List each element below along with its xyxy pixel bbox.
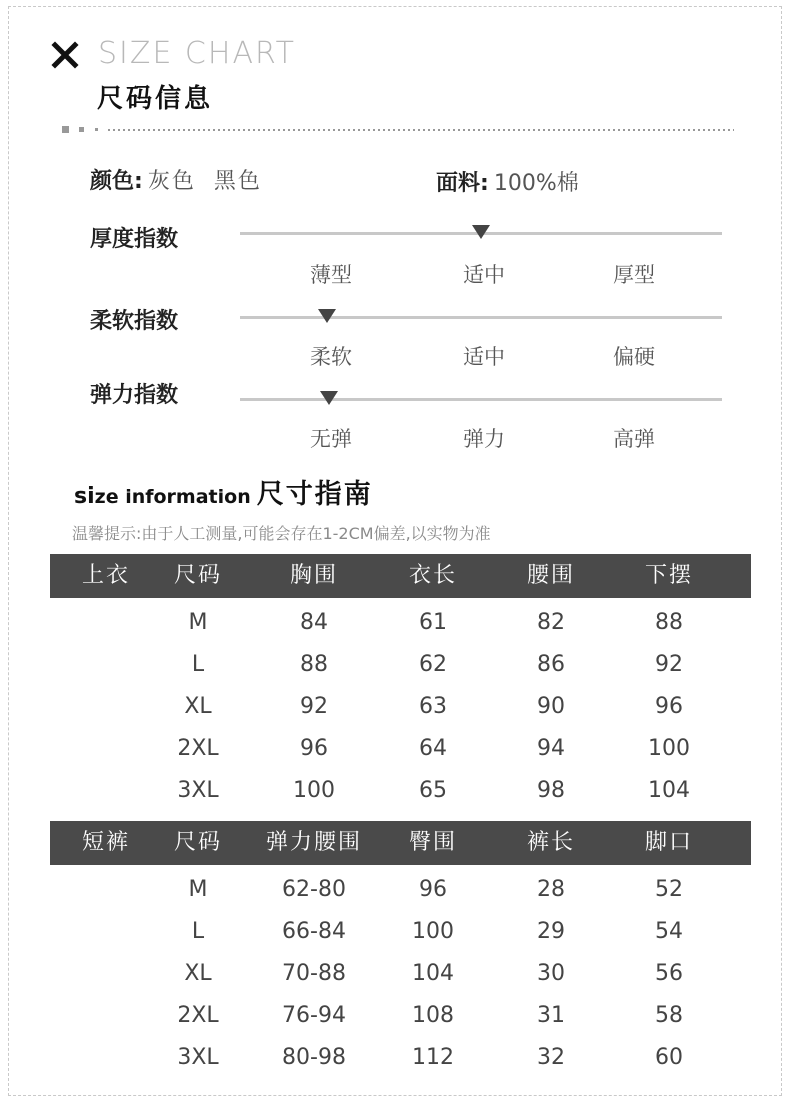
table-header-cell: 脚口 <box>644 830 694 855</box>
index-scale-track <box>240 316 722 319</box>
table-cell: 104 <box>412 961 454 986</box>
index-option: 无弹 <box>310 427 352 451</box>
table-cell: 62-80 <box>282 877 346 902</box>
table-header-cell: 胸围 <box>289 563 339 588</box>
table-cell: 2XL <box>177 1003 219 1028</box>
table-cell: 31 <box>537 1003 565 1028</box>
size-info-title-cn: 尺寸指南 <box>256 479 373 510</box>
table-cell: 96 <box>419 877 447 902</box>
table-cell: 2XL <box>177 736 219 761</box>
table-cell: 100 <box>412 919 454 944</box>
color-row <box>90 164 262 195</box>
table-cell: 88 <box>300 652 328 677</box>
table-cell: 56 <box>655 961 683 986</box>
index-option: 厚型 <box>613 263 655 287</box>
size-info-title <box>74 472 373 511</box>
table-cell: XL <box>184 961 212 986</box>
table-cell: 30 <box>537 961 565 986</box>
table-cell: 92 <box>300 694 328 719</box>
table-cell: 108 <box>412 1003 454 1028</box>
table-header-cell: 尺码 <box>173 563 223 588</box>
table-cell: 92 <box>655 652 683 677</box>
color-label: 颜色: <box>90 169 143 194</box>
top-size-table-header <box>50 554 751 598</box>
table-header-cell: 弹力腰围 <box>265 830 363 855</box>
shorts-size-table-header <box>50 821 751 865</box>
table-cell: L <box>191 652 205 677</box>
dotted-divider <box>62 126 734 134</box>
table-cell: 90 <box>537 694 565 719</box>
size-info-title-en-first: si <box>74 484 95 509</box>
table-cell: 61 <box>419 610 447 635</box>
table-cell: 54 <box>655 919 683 944</box>
index-option: 偏硬 <box>613 345 655 369</box>
table-cell: 62 <box>419 652 447 677</box>
table-cell: 80-98 <box>282 1045 346 1070</box>
index-label: 柔软指数 <box>90 309 179 334</box>
table-cell: 84 <box>300 610 328 635</box>
color-value: 灰色 黑色 <box>147 169 262 194</box>
table-cell: 112 <box>412 1045 454 1070</box>
table-cell: 65 <box>419 778 447 803</box>
table-cell: 100 <box>648 736 690 761</box>
close-icon <box>50 40 80 70</box>
table-cell: M <box>188 877 208 902</box>
table-cell: L <box>191 919 205 944</box>
index-option: 柔软 <box>310 345 352 369</box>
table-cell: 86 <box>537 652 565 677</box>
index-option: 高弹 <box>613 427 655 451</box>
table-cell: 58 <box>655 1003 683 1028</box>
table-cell: 82 <box>537 610 565 635</box>
index-scale-track <box>240 398 722 401</box>
table-header-cell: 尺码 <box>173 830 223 855</box>
table-cell: 66-84 <box>282 919 346 944</box>
table-cell: 104 <box>648 778 690 803</box>
table-header-cell: 裤长 <box>526 830 576 855</box>
table-cell: 96 <box>300 736 328 761</box>
table-header-cell: 衣长 <box>408 563 458 588</box>
table-cell: 96 <box>655 694 683 719</box>
table-cell: 3XL <box>177 1045 219 1070</box>
page-title-en: SIZE CHART <box>98 36 296 71</box>
table-cell: 98 <box>537 778 565 803</box>
table-cell: 70-88 <box>282 961 346 986</box>
table-cell: 32 <box>537 1045 565 1070</box>
index-option: 薄型 <box>310 263 352 287</box>
table-cell: 28 <box>537 877 565 902</box>
table-cell: 3XL <box>177 778 219 803</box>
index-option: 弹力 <box>463 427 505 451</box>
table-header-cell: 短裤 <box>81 830 131 855</box>
page-title-cn: 尺码信息 <box>97 84 214 114</box>
table-header-cell: 上衣 <box>81 563 131 588</box>
table-header-cell: 下摆 <box>644 563 694 588</box>
table-header-cell: 腰围 <box>526 563 576 588</box>
table-cell: 76-94 <box>282 1003 346 1028</box>
index-option: 适中 <box>463 345 505 369</box>
table-header-cell: 臀围 <box>408 830 458 855</box>
table-cell: 88 <box>655 610 683 635</box>
index-marker-icon <box>472 225 490 239</box>
table-cell: 29 <box>537 919 565 944</box>
table-cell: 60 <box>655 1045 683 1070</box>
fabric-row <box>436 166 579 197</box>
table-cell: 94 <box>537 736 565 761</box>
table-cell: 100 <box>293 778 335 803</box>
index-marker-icon <box>318 309 336 323</box>
index-option: 适中 <box>463 263 505 287</box>
table-cell: 52 <box>655 877 683 902</box>
fabric-value: 100%棉 <box>493 171 579 196</box>
measurement-hint: 温馨提示:由于人工测量,可能会存在1-2CM偏差,以实物为准 <box>72 524 491 543</box>
table-cell: 63 <box>419 694 447 719</box>
size-info-title-en-rest: ze information <box>94 486 251 508</box>
table-cell: XL <box>184 694 212 719</box>
index-marker-icon <box>320 391 338 405</box>
fabric-label: 面料: <box>436 171 489 196</box>
index-label: 厚度指数 <box>90 227 179 252</box>
index-label: 弹力指数 <box>90 383 179 408</box>
table-cell: M <box>188 610 208 635</box>
table-cell: 64 <box>419 736 447 761</box>
